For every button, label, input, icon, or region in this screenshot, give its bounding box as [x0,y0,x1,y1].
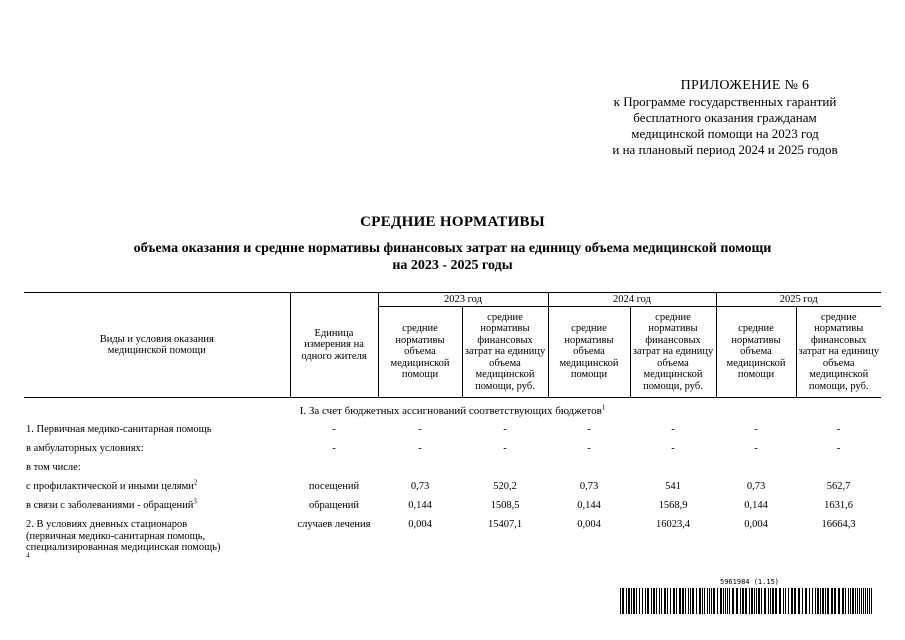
barcode-bar [871,588,872,614]
barcode-bar [742,588,744,614]
barcode-bar [645,588,646,614]
barcode-bar [690,588,691,614]
row-unit: посещений [308,481,360,492]
row-unit: случаев лечения [297,519,371,530]
barcode-bar [812,588,813,614]
header-volume: средние нормативы объема медицинской помощи [548,307,630,398]
header-volume: средние нормативы объема медицинской помощи [716,307,796,398]
cell-cost: 1631,6 [824,500,853,511]
barcode-bar [622,588,624,614]
header-unit: Единица измерения на одного жителя [290,293,378,398]
barcode-bar [852,588,854,614]
barcode-bar [620,588,621,614]
barcode-bar [639,588,640,614]
barcode-bar [704,588,705,614]
header-types: Виды и условия оказания медицинской помощи [24,293,290,398]
document-title: СРЕДНИЕ НОРМАТИВЫ [360,214,545,230]
barcode-image [620,588,876,614]
table-row [24,462,881,481]
barcode-bar [815,588,816,614]
section-heading: I. За счет бюджетных ассигнований соответствующих бюджетов$^1$ [299,403,606,418]
barcode-bar [696,588,697,614]
header-year-2023: 2023 год [378,293,548,307]
barcode-bar [770,588,771,614]
cell-volume [378,462,462,481]
cell-volume: 0,144 [408,500,432,511]
barcode-bar [768,588,769,614]
header-cost: средние нормативы финансовых затрат на единицу объема медицинской помощи, руб. [796,307,881,398]
barcode-bar [754,588,755,614]
barcode-bar [869,588,870,614]
barcode-bar [670,588,671,614]
barcode-bar [636,588,637,614]
row-unit: - [332,443,336,454]
barcode-bar [785,588,786,614]
row-name: в связи с заболеваниями - обращений$^3$ [26,497,197,511]
table-row [24,443,881,462]
cell-volume [716,462,796,481]
cell-volume [548,462,630,481]
barcode-bar [751,588,753,614]
header-year-2024: 2024 год [548,293,716,307]
cell-volume: 0,004 [744,519,768,530]
cell-volume: 0,004 [577,519,601,530]
cell-cost: - [671,443,675,454]
barcode-bar [822,588,824,614]
cell-volume: - [587,424,591,435]
barcode-bar [831,588,833,614]
barcode-bar [707,588,708,614]
barcode-bar [673,588,675,614]
row-name: в том числе: [26,462,81,473]
table-row [24,424,881,443]
subtitle-line-2: на 2023 - 2025 годы [392,258,513,273]
barcode-bar [805,588,807,614]
barcode-bar [720,588,722,614]
barcode-bar [653,588,655,614]
barcode-bar [834,588,836,614]
cell-volume: 0,144 [577,500,601,511]
barcode-bar [783,588,784,614]
cell-cost: 1568,9 [658,500,688,511]
barcode-bar [651,588,652,614]
barcode-bar [628,588,630,614]
barcode-bar [723,588,724,614]
barcode-bar [688,588,689,614]
barcode-bar [845,588,846,614]
cell-volume: 0,73 [410,481,430,492]
row-unit: обращений [308,500,360,511]
appendix-title: ПРИЛОЖЕНИЕ № 6 [680,78,810,93]
cell-volume: - [754,443,758,454]
barcode-bar [713,588,715,614]
barcode-bar [711,588,712,614]
cell-cost: - [836,424,841,435]
cell-volume: 0,004 [408,519,432,530]
barcode-bar [725,588,726,614]
row-unit: - [332,424,336,435]
barcode-bar [736,588,738,614]
cell-cost: 16023,4 [655,519,691,530]
row-name: в амбулаторных условиях: [26,443,144,454]
barcode-bar [779,588,781,614]
barcode-bar [761,588,762,614]
barcode-bar [865,588,866,614]
cell-cost: 1508,5 [490,500,520,511]
barcode-bar [729,588,730,614]
cell-volume: 0,73 [746,481,766,492]
barcode-bar [764,588,766,614]
cell-volume: - [587,443,591,454]
barcode-bar [794,588,796,614]
subtitle-line-1: объема оказания и средние нормативы финансовых затрат на единицу объема медицинской помощи [133,241,772,256]
row-unit [290,462,378,481]
row-name: 2. В условиях дневных стационаров (первичная медико-санитарная помощь, специализированная медицинская помощь) $^4$ [26,519,221,559]
barcode-bar [667,588,668,614]
barcode-bar [664,588,666,614]
barcode-bar [656,588,657,614]
barcode-bar [857,588,858,614]
table-row [24,519,881,565]
cell-volume: 0,144 [744,500,768,511]
table-row [24,481,881,500]
barcode-bar [758,588,760,614]
barcode-bar [727,588,728,614]
barcode-bar [631,588,632,614]
cell-cost: 15407,1 [487,519,523,530]
cell-volume: 0,73 [579,481,599,492]
appendix-block [560,78,890,158]
barcode-bar [709,588,710,614]
barcode-bar [702,588,703,614]
barcode-bar [802,588,803,614]
barcode-bar [699,588,701,614]
barcode-bar [775,588,777,614]
cell-cost: - [503,424,507,435]
barcode-bar [825,588,826,614]
barcode-bar [685,588,686,614]
barcode-bar [679,588,681,614]
barcode-bar [798,588,800,614]
header-year-2025: 2025 год [716,293,881,307]
barcode-bar [717,588,718,614]
barcode-bar [861,588,862,614]
cell-cost: 520,2 [493,481,517,492]
barcode-bar [745,588,747,614]
cell-cost [462,462,548,481]
appendix-line: к Программе государственных гарантий [613,94,837,109]
barcode-bar [756,588,757,614]
header-cost: средние нормативы финансовых затрат на единицу объема медицинской помощи, руб. [462,307,548,398]
row-name: с профилактической и иными целями$^2$ [26,478,198,492]
table-row [24,500,881,519]
barcode-bar [642,588,643,614]
barcode-bar [682,588,684,614]
barcode-bar [647,588,649,614]
norms-table [24,292,881,565]
barcode-bar [850,588,851,614]
cell-volume: - [418,443,422,454]
barcode-bar [676,588,677,614]
document-subtitle [0,240,905,274]
barcode-bar [809,588,810,614]
barcode-bar [863,588,864,614]
row-name: 1. Первичная медико-санитарная помощь [26,424,212,435]
appendix-line: бесплатного оказания гражданам [633,110,817,125]
cell-cost [796,462,881,481]
barcode-bar [772,588,774,614]
cell-cost: - [503,443,507,454]
cell-cost [630,462,716,481]
cell-cost: 562,7 [826,481,851,492]
barcode-bar [867,588,868,614]
barcode-bar [820,588,821,614]
barcode-bar [848,588,849,614]
header-volume: средние нормативы объема медицинской помощи [378,307,462,398]
barcode-bar [633,588,635,614]
barcode-bar [661,588,662,614]
cell-cost: 541 [665,481,681,492]
barcode-bar [827,588,829,614]
barcode-bar [859,588,860,614]
cell-cost: 16664,3 [821,519,856,530]
barcode-bar [626,588,627,614]
barcode-bar [842,588,844,614]
barcode-bar [732,588,734,614]
barcode-bar [740,588,741,614]
barcode-bar [788,588,789,614]
appendix-line: медицинской помощи на 2023 год [631,126,819,141]
barcode-bar [791,588,793,614]
cell-volume: - [754,424,758,435]
barcode-bar [838,588,840,614]
barcode-bar [749,588,750,614]
barcode-bar [855,588,856,614]
header-cost: средние нормативы финансовых затрат на единицу объема медицинской помощи, руб. [630,307,716,398]
barcode-bar [817,588,819,614]
cell-cost: - [836,443,841,454]
barcode-number: 5961984 (1.15) [720,578,780,586]
cell-cost: - [671,424,675,435]
barcode-bar [659,588,660,614]
appendix-line: и на плановый период 2024 и 2025 годов [612,142,838,157]
barcode-bar [692,588,694,614]
cell-volume: - [418,424,422,435]
